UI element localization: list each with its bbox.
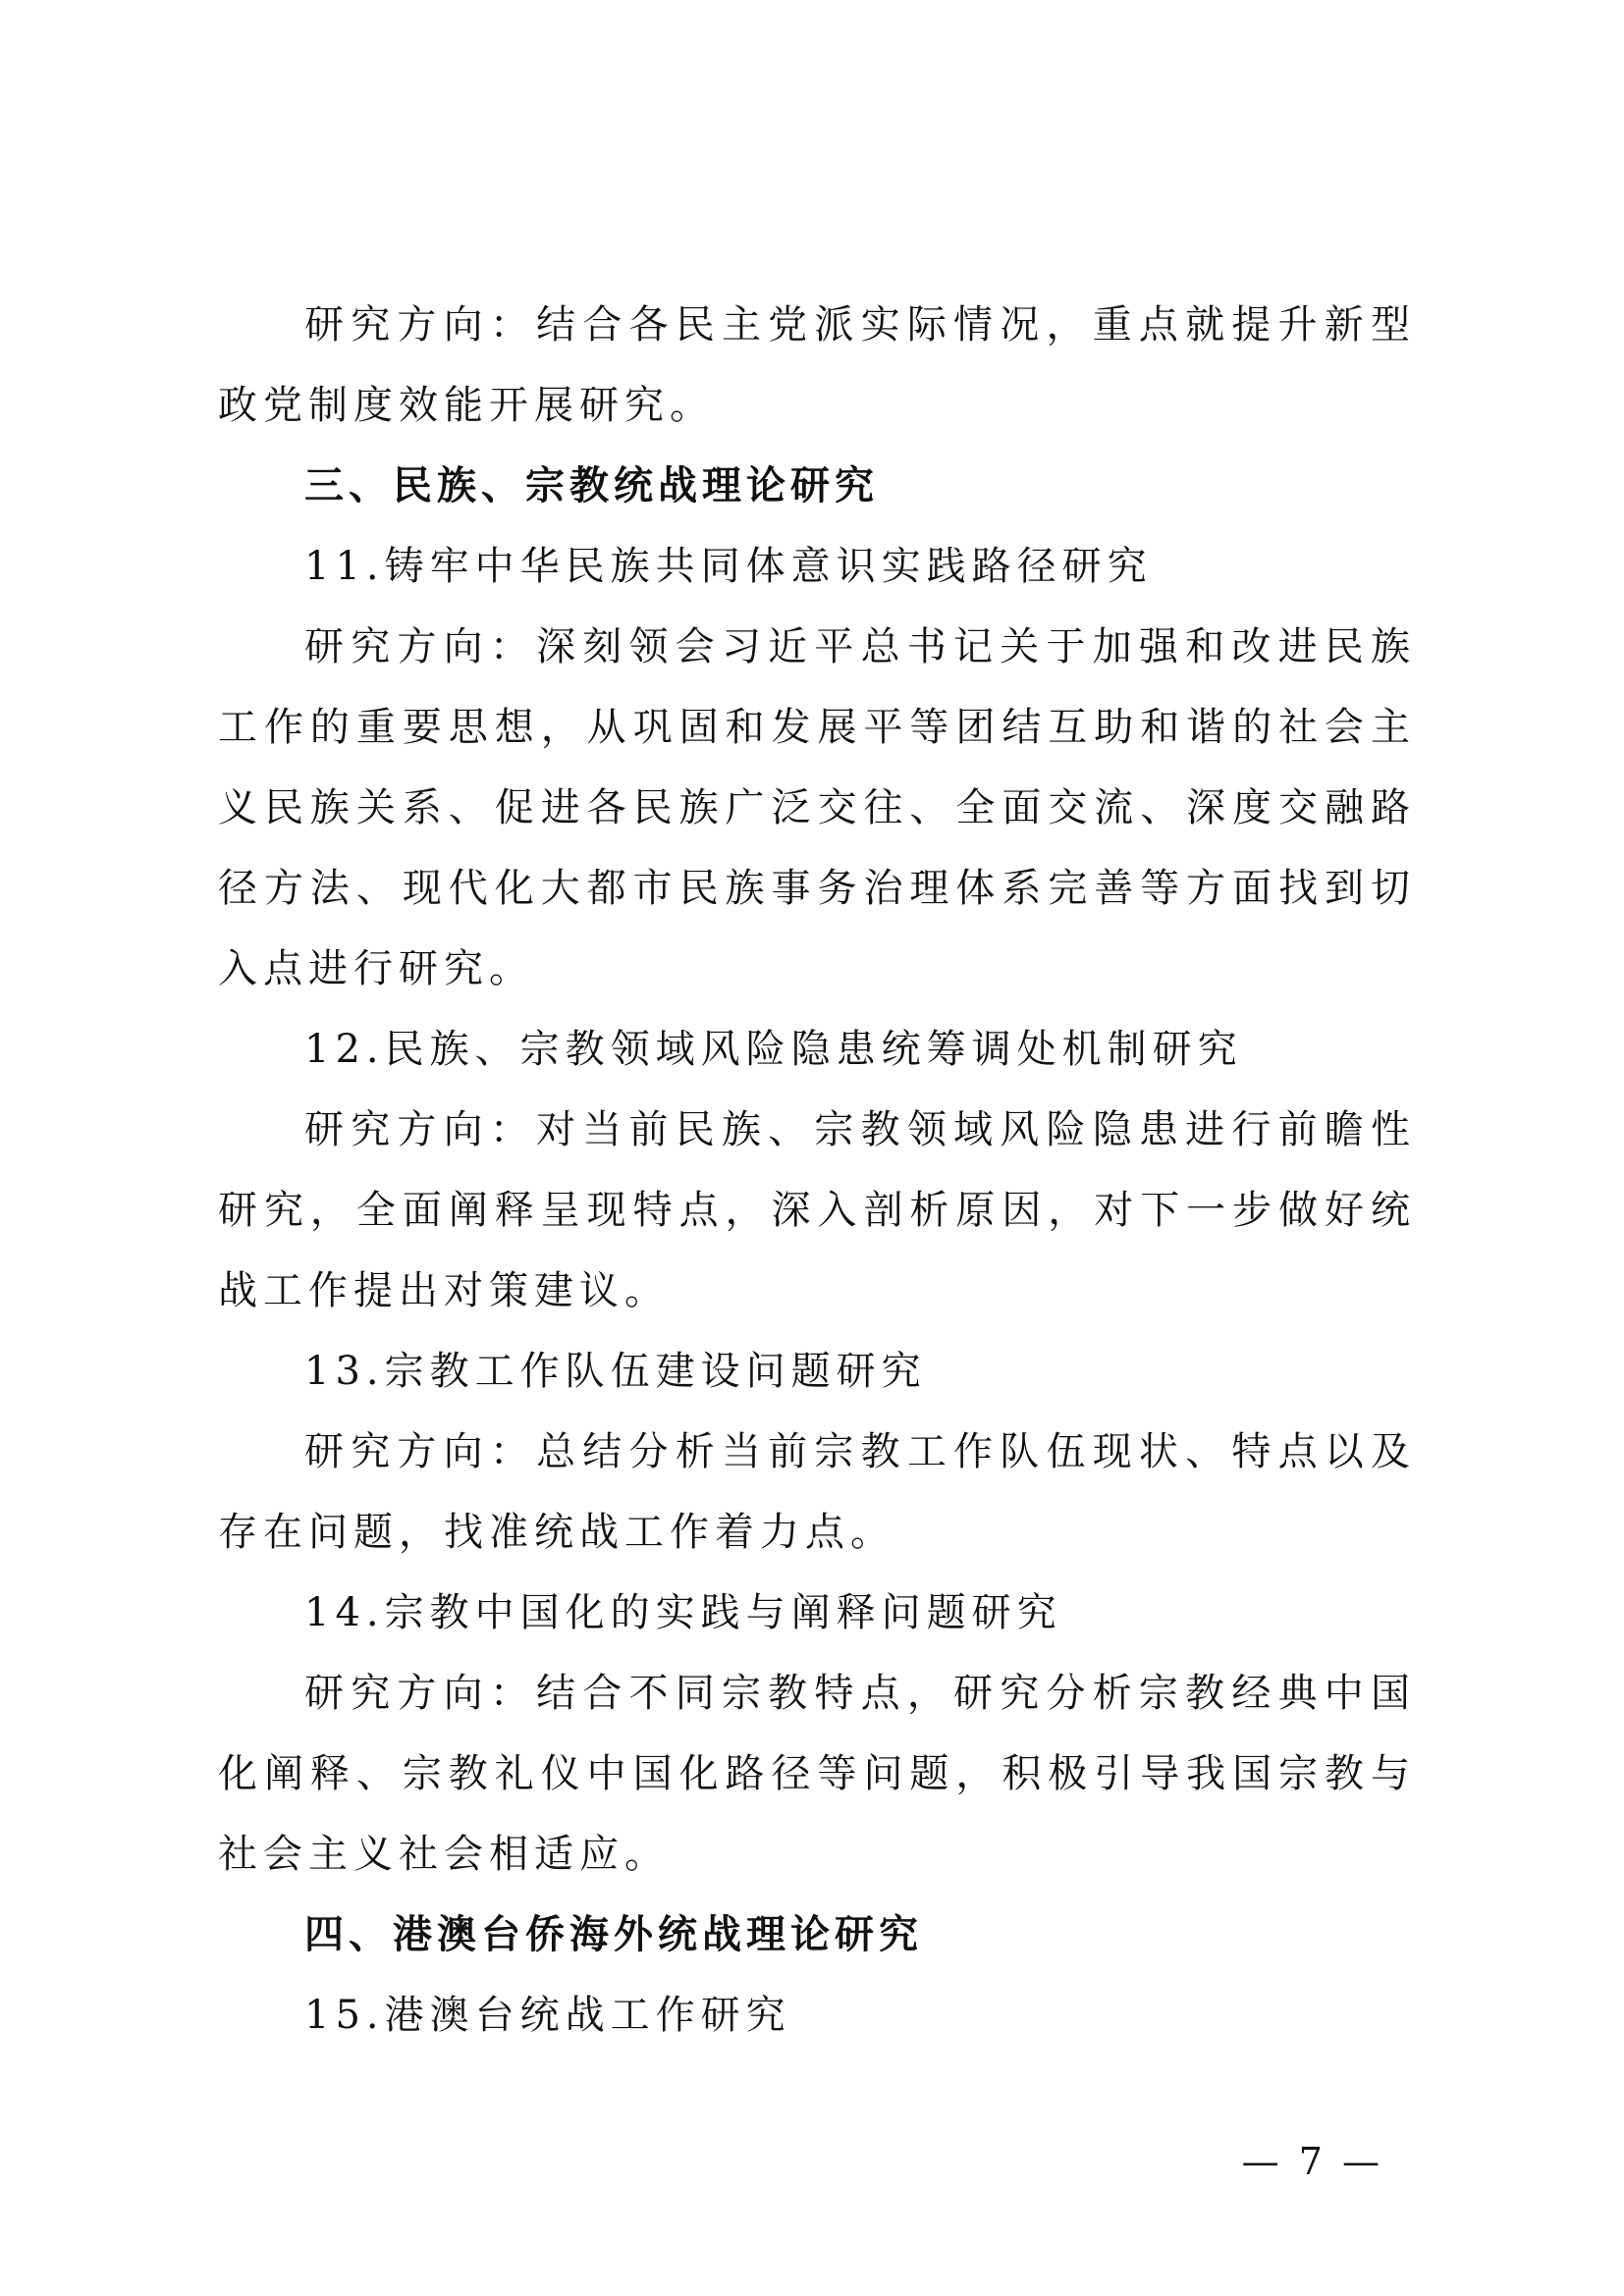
- paragraph-research-direction-party: 研究方向：结合各民主党派实际情况，重点就提升新型政党制度效能开展研究。: [218, 302, 1416, 428]
- paragraph-research-direction-13: 研究方向：总结分析当前宗教工作队伍现状、特点以及存在问题，找准统战工作着力点。: [218, 1429, 1416, 1555]
- paragraph-research-direction-11: 研究方向：深刻领会习近平总书记关于加强和改进民族工作的重要思想，从巩固和发展平等团结互助和谐的社会主义民族关系、促进各民族广泛交往、全面交流、深度交融路径方法、现代化大都市民族事务治理体系完善等方面找到切入点进行研究。: [218, 624, 1416, 991]
- topic-title-12: 12.民族、宗教领域风险隐患统筹调处机制研究: [304, 1027, 1243, 1072]
- paragraph-research-direction-14: 研究方向：结合不同宗教特点，研究分析宗教经典中国化阐释、宗教礼仪中国化路径等问题，积极引导我国宗教与社会主义社会相适应。: [218, 1671, 1416, 1877]
- topic-title-14: 14.宗教中国化的实践与阐释问题研究: [304, 1590, 1062, 1635]
- paragraph-research-direction-12: 研究方向：对当前民族、宗教领域风险隐患进行前瞻性研究，全面阐释呈现特点，深入剖析原因，对下一步做好统战工作提出对策建议。: [218, 1107, 1416, 1313]
- section-heading-overseas: 四、港澳台侨海外统战理论研究: [304, 1912, 923, 1957]
- page-number: — 7 —: [1241, 2140, 1383, 2183]
- topic-title-11: 11.铸牢中华民族共同体意识实践路径研究: [304, 544, 1153, 589]
- topic-title-13: 13.宗教工作队伍建设问题研究: [304, 1349, 927, 1394]
- document-body: [218, 285, 1416, 2056]
- topic-title-15: 15.港澳台统战工作研究: [304, 1993, 791, 2038]
- section-heading-ethnic-religious: 三、民族、宗教统战理论研究: [304, 463, 879, 508]
